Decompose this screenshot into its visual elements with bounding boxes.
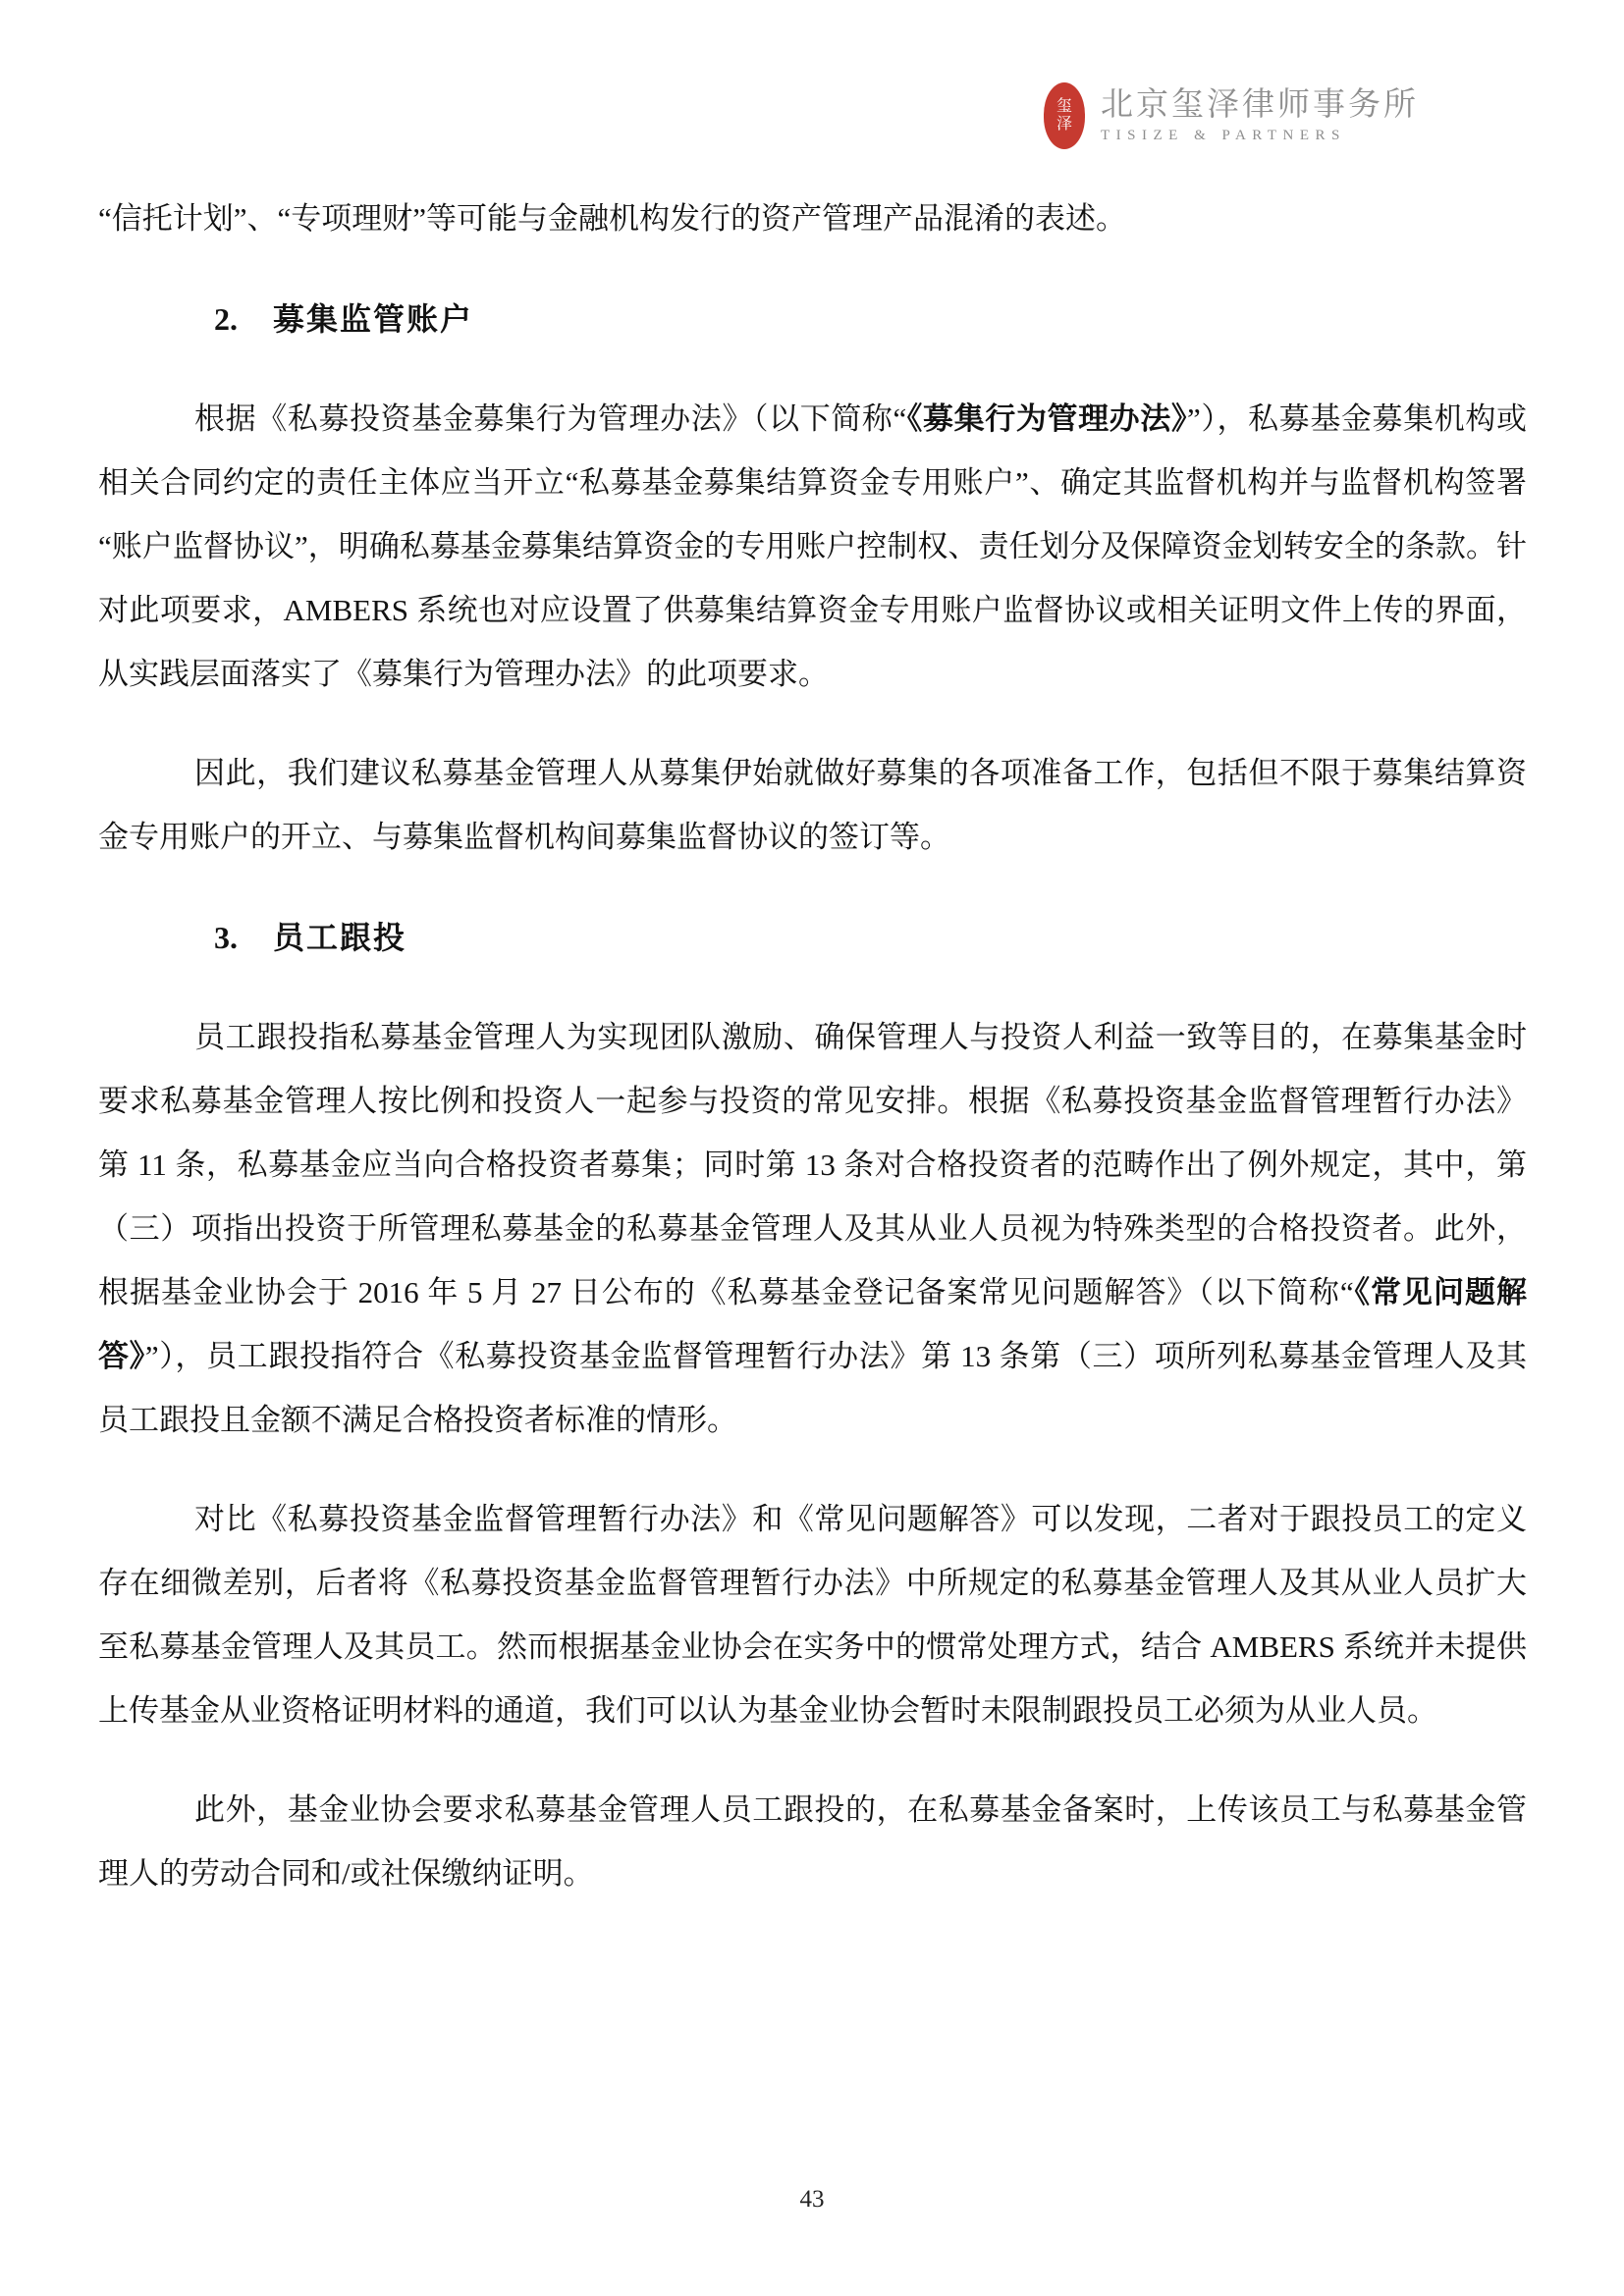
continuation-paragraph [98, 187, 1527, 250]
body-paragraph [98, 1005, 1527, 1452]
text-run: “信托计划”、“专项理财”等可能与金融机构发行的资产管理产品混淆的表述。 [98, 201, 1127, 236]
body-paragraph [98, 1487, 1527, 1742]
text-run: 此外，基金业协会要求私募基金管理人员工跟投的，在私募基金备案时，上传该员工与私募基金管理人的劳动合同和/或社保缴纳证明。 [98, 1792, 1527, 1891]
firm-logo-text [1101, 87, 1419, 145]
section-heading [98, 906, 1527, 970]
bold-text-run: 《常见问题解答》 [98, 1275, 1527, 1373]
section-title: 募集监管账户 [273, 301, 474, 337]
firm-seal-icon [1044, 82, 1085, 149]
footer [0, 2186, 1624, 2214]
body-paragraph [98, 1778, 1527, 1905]
text-run: ”），员工跟投指符合《私募投资基金监督管理暂行办法》第 13 条第（三）项所列私募基金管理人及其员工跟投且金额不满足合格投资者标准的情形。 [98, 1339, 1527, 1437]
document-content [98, 187, 1527, 1905]
section-heading [98, 288, 1527, 351]
body-paragraph [98, 387, 1527, 706]
firm-name-english: TISIZE & PARTNERS [1101, 128, 1346, 144]
firm-seal-text: 玺泽 [1056, 97, 1072, 133]
text-run: ”），私募基金募集机构或相关合同约定的责任主体应当开立“私募基金募集结算资金专用账户”、确定其监督机构并与监督机构签署“账户监督协议”，明确私募基金募集结算资金的专用账户控制权、责任划分及保障资金划转安全的条款。针对此项要求，AMBERS 系统也对应设置了供募集结算资金专用账户监督协议或相关证明文件上传的界面，从实践层面落实了《募集行为管理办法》的此项要求。 [98, 401, 1527, 691]
body-paragraph [98, 741, 1527, 869]
page-number: 43 [799, 2186, 825, 2213]
firm-name-chinese: 北京玺泽律师事务所 [1101, 86, 1419, 123]
text-run: 员工跟投指私募基金管理人为实现团队激励、确保管理人与投资人利益一致等目的，在募集基金时要求私募基金管理人按比例和投资人一起参与投资的常见安排。根据《私募投资基金监督管理暂行办法》第 11 条，私募基金应当向合格投资者募集；同时第 13 条对合格投资者的范畴作出了例外规定，其中，第（三）项指出投资于所管理私募基金的私募基金管理人及其从业人员视为特殊类型的合格投资者。此外，根据基金业协会于 2016 年 5 月 27 日公布的《私募基金登记备案常见问题解答》（以下简称“ [98, 1020, 1527, 1309]
section-number: 3. [214, 920, 238, 955]
text-run: 对比《私募投资基金监督管理暂行办法》和《常见问题解答》可以发现，二者对于跟投员工的定义存在细微差别，后者将《私募投资基金监督管理暂行办法》中所规定的私募基金管理人及其从业人员扩大至私募基金管理人及其员工。然而根据基金业协会在实务中的惯常处理方式，结合 AMBERS 系统并未提供上传基金从业资格证明材料的通道，我们可以认为基金业协会暂时未限制跟投员工必须为从业人员。 [98, 1502, 1527, 1728]
section-number: 2. [214, 301, 238, 337]
text-run: 因此，我们建议私募基金管理人从募集伊始就做好募集的各项准备工作，包括但不限于募集结算资金专用账户的开立、与募集监督机构间募集监督协议的签订等。 [98, 756, 1527, 854]
header [1044, 82, 1419, 149]
section-title: 员工跟投 [273, 920, 407, 955]
bold-text-run: 《募集行为管理办法》 [906, 401, 1188, 436]
text-run: 根据《私募投资基金募集行为管理办法》（以下简称“ [194, 401, 907, 436]
